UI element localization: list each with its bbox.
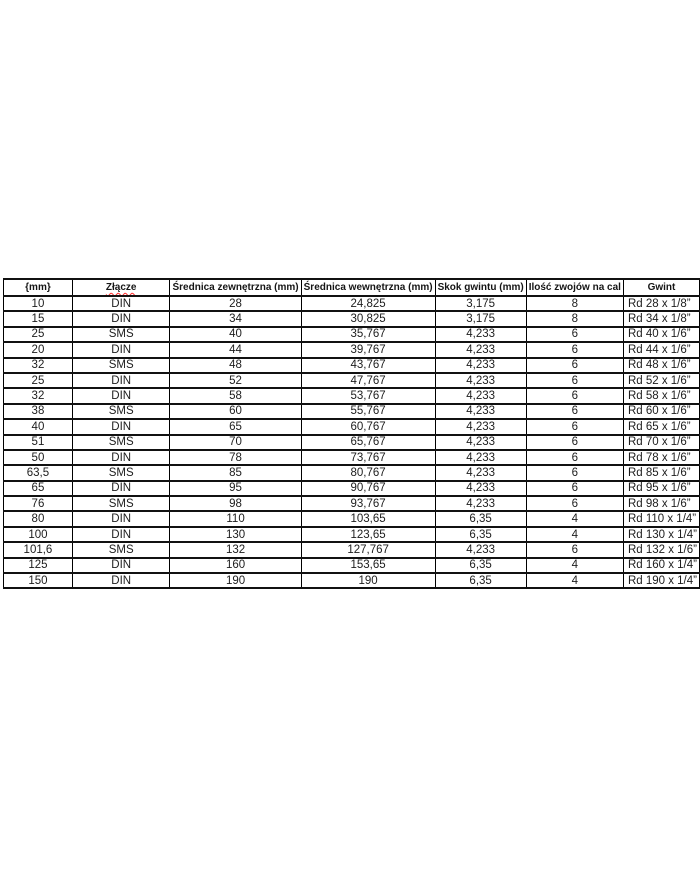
table-cell: 6,35 — [435, 558, 526, 573]
table-cell: SMS — [72, 435, 170, 450]
column-header-label: Złącze — [105, 282, 137, 293]
table-cell: 38 — [4, 404, 73, 419]
table-cell: 190 — [170, 573, 301, 588]
table-cell: 10 — [4, 296, 73, 311]
table-cell: Rd 60 x 1/6” — [623, 404, 699, 419]
table-cell: 60 — [170, 404, 301, 419]
table-row — [4, 311, 700, 326]
table-cell: Rd 98 x 1/6” — [623, 496, 699, 511]
table-cell: Rd 85 x 1/6” — [623, 465, 699, 480]
table-cell: 80 — [4, 511, 73, 526]
table-cell: 6 — [526, 496, 623, 511]
table-row — [4, 404, 700, 419]
column-header-label: Ilość zwojów na cal — [528, 282, 621, 293]
table-cell: DIN — [72, 511, 170, 526]
table-cell: Rd 130 x 1/4” — [623, 527, 699, 542]
table-cell: 4,233 — [435, 450, 526, 465]
table-cell: 43,767 — [301, 358, 435, 373]
table-cell: 93,767 — [301, 496, 435, 511]
table-cell: 6 — [526, 465, 623, 480]
table-cell: 44 — [170, 342, 301, 357]
table-row — [4, 327, 700, 342]
table-cell: DIN — [72, 527, 170, 542]
table-cell: 6 — [526, 358, 623, 373]
table-cell: 160 — [170, 558, 301, 573]
table-cell: 6,35 — [435, 511, 526, 526]
table-cell: 6 — [526, 404, 623, 419]
column-header-label: Średnica zewnętrzna (mm) — [172, 282, 299, 293]
table-cell: 40 — [4, 419, 73, 434]
table-cell: DIN — [72, 388, 170, 403]
table-cell: 53,767 — [301, 388, 435, 403]
table-cell: 110 — [170, 511, 301, 526]
table-cell: 65 — [170, 419, 301, 434]
table-cell: 4,233 — [435, 358, 526, 373]
table-cell: 51 — [4, 435, 73, 450]
table-cell: Rd 160 x 1/4” — [623, 558, 699, 573]
table-row — [4, 373, 700, 388]
table-cell: 32 — [4, 388, 73, 403]
table-cell: 65 — [4, 481, 73, 496]
table-cell: Rd 95 x 1/6” — [623, 481, 699, 496]
table-cell: SMS — [72, 465, 170, 480]
table-cell: Rd 58 x 1/6” — [623, 388, 699, 403]
table-row — [4, 465, 700, 480]
spec-table-container — [3, 278, 700, 589]
table-cell: DIN — [72, 558, 170, 573]
table-cell: 132 — [170, 542, 301, 557]
table-cell: 47,767 — [301, 373, 435, 388]
table-cell: 6 — [526, 542, 623, 557]
table-cell: 28 — [170, 296, 301, 311]
column-header-ilosc-zwojow — [526, 279, 623, 296]
column-header-label: {mm} — [25, 282, 51, 293]
column-header-srednica-zewnetrzna — [170, 279, 301, 296]
table-cell: 4,233 — [435, 481, 526, 496]
table-cell: 60,767 — [301, 419, 435, 434]
table-cell: Rd 78 x 1/6” — [623, 450, 699, 465]
table-cell: 6 — [526, 450, 623, 465]
table-cell: 48 — [170, 358, 301, 373]
table-cell: 39,767 — [301, 342, 435, 357]
table-cell: 6 — [526, 388, 623, 403]
table-cell: 80,767 — [301, 465, 435, 480]
column-header-label: Gwint — [647, 282, 676, 293]
table-row — [4, 558, 700, 573]
table-cell: 55,767 — [301, 404, 435, 419]
table-cell: SMS — [72, 358, 170, 373]
table-row — [4, 450, 700, 465]
table-cell: SMS — [72, 404, 170, 419]
column-header-gwint — [623, 279, 699, 296]
table-cell: DIN — [72, 573, 170, 588]
column-header-skok-gwintu — [435, 279, 526, 296]
table-cell: 4,233 — [435, 435, 526, 450]
table-cell: Rd 28 x 1/8” — [623, 296, 699, 311]
table-cell: Rd 65 x 1/6” — [623, 419, 699, 434]
table-cell: 6,35 — [435, 573, 526, 588]
table-cell: 6 — [526, 373, 623, 388]
table-cell: 4,233 — [435, 542, 526, 557]
table-cell: Rd 132 x 1/6” — [623, 542, 699, 557]
table-row — [4, 342, 700, 357]
table-cell: 34 — [170, 311, 301, 326]
table-cell: 4,233 — [435, 419, 526, 434]
column-header-label: Średnica wewnętrzna (mm) — [303, 282, 433, 293]
column-header-zlacze — [72, 279, 170, 296]
table-cell: 4 — [526, 573, 623, 588]
table-cell: SMS — [72, 542, 170, 557]
table-cell: DIN — [72, 450, 170, 465]
table-cell: 4,233 — [435, 465, 526, 480]
table-cell: DIN — [72, 342, 170, 357]
table-cell: 4,233 — [435, 327, 526, 342]
table-cell: 40 — [170, 327, 301, 342]
table-cell: 4,233 — [435, 496, 526, 511]
table-cell: DIN — [72, 296, 170, 311]
table-row — [4, 481, 700, 496]
table-body — [4, 296, 700, 588]
table-cell: 70 — [170, 435, 301, 450]
table-cell: Rd 52 x 1/6” — [623, 373, 699, 388]
table-cell: 98 — [170, 496, 301, 511]
table-cell: Rd 48 x 1/6” — [623, 358, 699, 373]
table-row — [4, 573, 700, 588]
table-cell: Rd 44 x 1/6” — [623, 342, 699, 357]
table-cell: 90,767 — [301, 481, 435, 496]
table-cell: DIN — [72, 311, 170, 326]
table-row — [4, 435, 700, 450]
table-cell: 190 — [301, 573, 435, 588]
table-row — [4, 419, 700, 434]
table-cell: Rd 34 x 1/8” — [623, 311, 699, 326]
table-header-row — [4, 279, 700, 296]
table-cell: 100 — [4, 527, 73, 542]
table-cell: 24,825 — [301, 296, 435, 311]
table-cell: Rd 70 x 1/6” — [623, 435, 699, 450]
table-cell: 127,767 — [301, 542, 435, 557]
table-row — [4, 511, 700, 526]
table-cell: DIN — [72, 419, 170, 434]
table-cell: 65,767 — [301, 435, 435, 450]
table-cell: 6 — [526, 419, 623, 434]
table-cell: 125 — [4, 558, 73, 573]
table-cell: 73,767 — [301, 450, 435, 465]
table-cell: 25 — [4, 327, 73, 342]
table-cell: SMS — [72, 327, 170, 342]
table-cell: DIN — [72, 373, 170, 388]
table-cell: 4,233 — [435, 388, 526, 403]
table-cell: 150 — [4, 573, 73, 588]
table-cell: 15 — [4, 311, 73, 326]
column-header-mm — [4, 279, 73, 296]
table-cell: 35,767 — [301, 327, 435, 342]
table-cell: Rd 190 x 1/4” — [623, 573, 699, 588]
table-cell: 76 — [4, 496, 73, 511]
table-cell: 30,825 — [301, 311, 435, 326]
table-cell: 4,233 — [435, 373, 526, 388]
column-header-srednica-wewnetrzna — [301, 279, 435, 296]
table-cell: 6 — [526, 435, 623, 450]
table-cell: 85 — [170, 465, 301, 480]
table-cell: 4,233 — [435, 342, 526, 357]
table-cell: 6,35 — [435, 527, 526, 542]
table-cell: 153,65 — [301, 558, 435, 573]
table-cell: 78 — [170, 450, 301, 465]
table-cell: Rd 40 x 1/6” — [623, 327, 699, 342]
table-cell: 32 — [4, 358, 73, 373]
table-cell: 3,175 — [435, 296, 526, 311]
table-cell: 4 — [526, 511, 623, 526]
table-row — [4, 542, 700, 557]
table-cell: 103,65 — [301, 511, 435, 526]
table-row — [4, 296, 700, 311]
table-cell: 25 — [4, 373, 73, 388]
table-cell: 95 — [170, 481, 301, 496]
table-row — [4, 358, 700, 373]
table-cell: 50 — [4, 450, 73, 465]
table-cell: DIN — [72, 481, 170, 496]
table-cell: 4 — [526, 527, 623, 542]
table-cell: 8 — [526, 311, 623, 326]
table-row — [4, 496, 700, 511]
table-cell: 6 — [526, 327, 623, 342]
table-cell: 4 — [526, 558, 623, 573]
table-cell: 6 — [526, 342, 623, 357]
table-cell: 130 — [170, 527, 301, 542]
table-cell: 4,233 — [435, 404, 526, 419]
table-cell: Rd 110 x 1/4” — [623, 511, 699, 526]
table-cell: 20 — [4, 342, 73, 357]
table-cell: 8 — [526, 296, 623, 311]
spec-table — [3, 278, 700, 589]
table-cell: 101,6 — [4, 542, 73, 557]
table-cell: 63,5 — [4, 465, 73, 480]
table-row — [4, 388, 700, 403]
table-cell: 123,65 — [301, 527, 435, 542]
table-cell: 3,175 — [435, 311, 526, 326]
table-cell: 6 — [526, 481, 623, 496]
table-cell: SMS — [72, 496, 170, 511]
table-row — [4, 527, 700, 542]
column-header-label: Skok gwintu (mm) — [437, 282, 524, 293]
table-cell: 52 — [170, 373, 301, 388]
table-cell: 58 — [170, 388, 301, 403]
